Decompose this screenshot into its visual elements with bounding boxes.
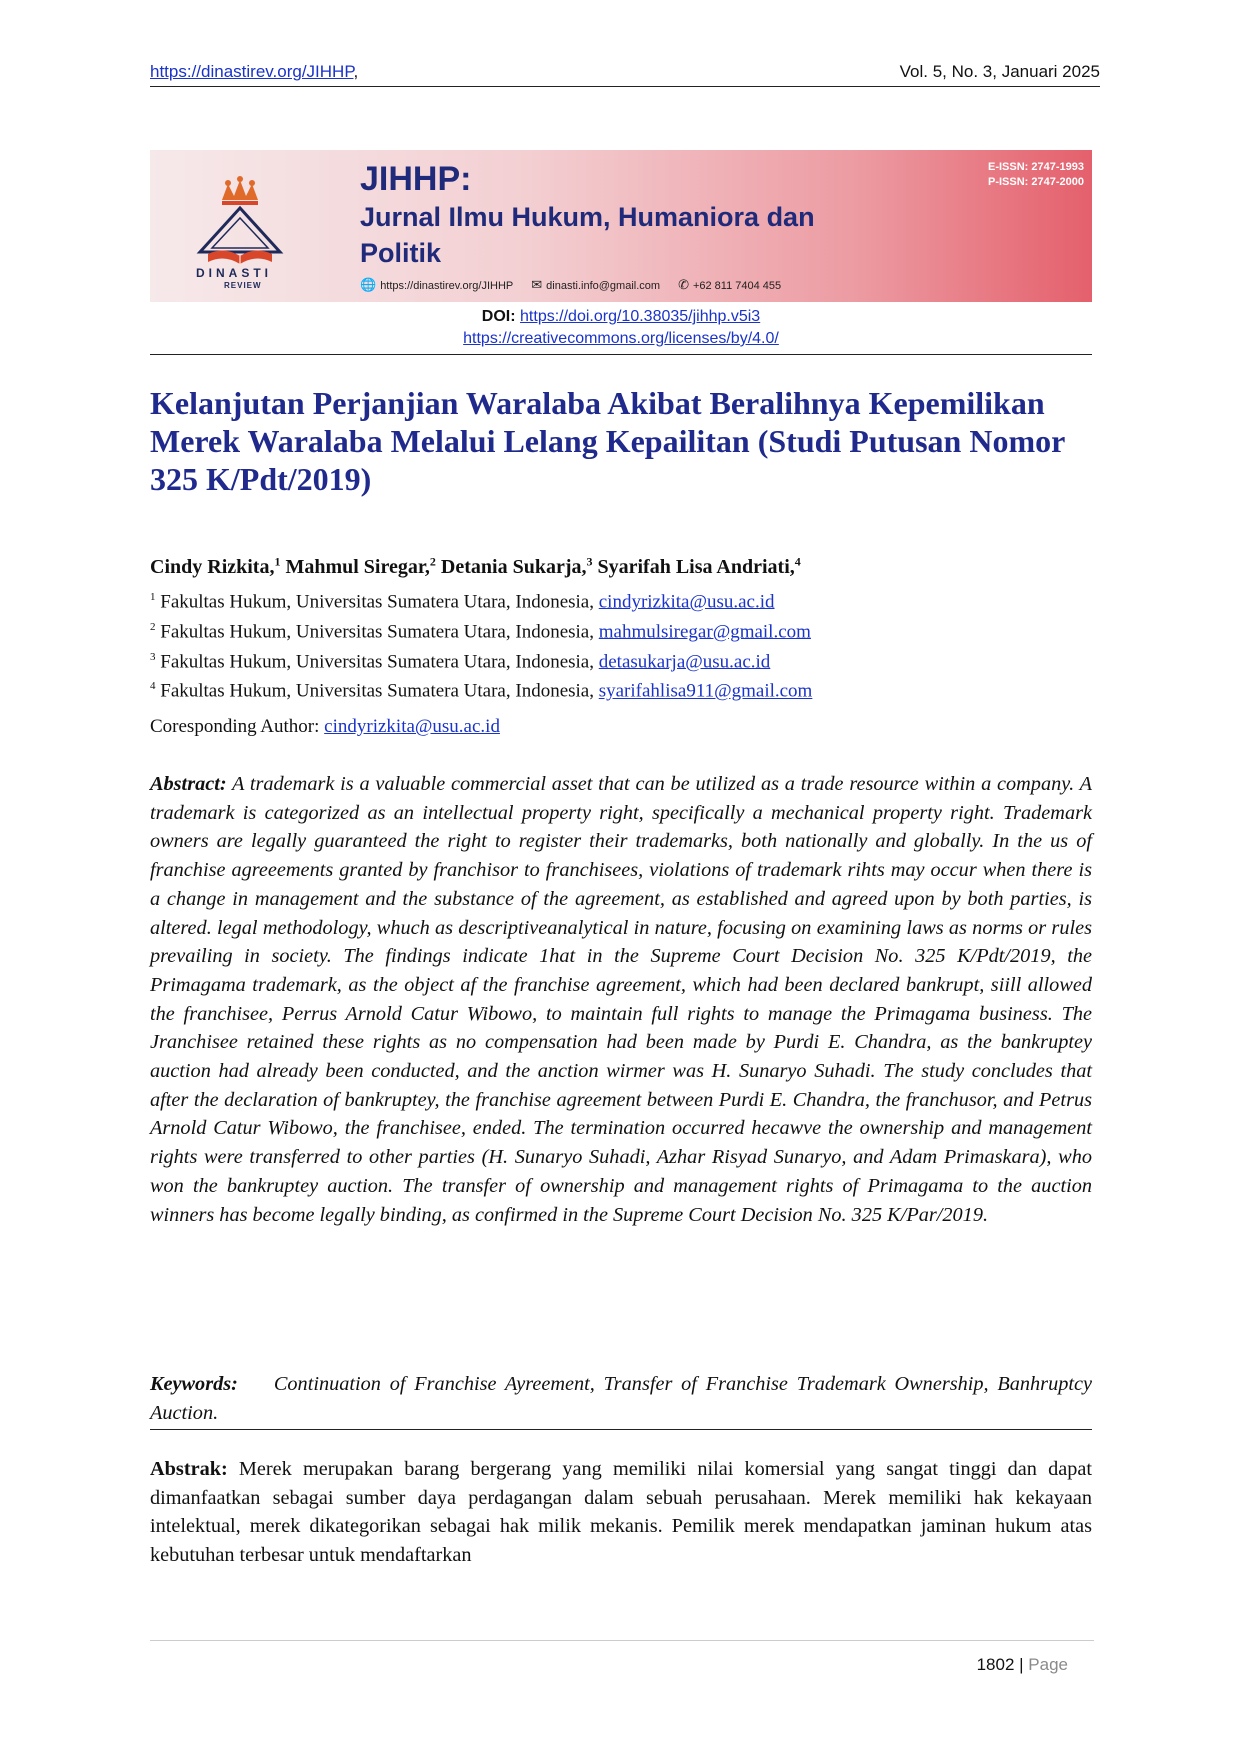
affiliation: $^4$ Fakultas Hukum, Universitas Sumatera Utara, Indonesia, syarifahlisa911@gmail.com: [150, 680, 813, 702]
header-url-suffix: ,: [353, 62, 359, 81]
globe-icon: 🌐: [360, 277, 377, 292]
banner-email-text: dinasti.info@gmail.com: [546, 280, 661, 292]
journal-banner: [150, 150, 1092, 302]
corresponding-label: Coresponding Author:: [150, 716, 325, 737]
banner-website-text: https://dinastirev.org/JIHHP: [380, 280, 514, 292]
phone-icon: ✆: [678, 277, 689, 292]
header-issue: Vol. 5, No. 3, Januari 2025: [899, 62, 1100, 81]
keywords-label: Keywords:: [150, 1373, 238, 1395]
affiliation: $^1$ Fakultas Hukum, Universitas Sumatera Utara, Indonesia, cindyrizkita@usu.ac.id: [150, 591, 775, 613]
abstract-label: Abstract:: [150, 773, 227, 795]
license-line: [150, 328, 1092, 350]
affiliation: $^3$ Fakultas Hukum, Universitas Sumatera Utara, Indonesia, detasukarja@usu.ac.id: [150, 650, 771, 672]
banner-contacts: [360, 277, 781, 293]
page-number: 1802: [976, 1655, 1015, 1674]
footer-divider: [150, 1640, 1094, 1641]
abstrak-label: Abstrak:: [150, 1458, 228, 1480]
author-list: [150, 554, 1100, 579]
author: Mahmul Siregar,$^2$: [285, 554, 436, 578]
abstrak-text: Merek merupakan barang bergerang yang memiliki nilai komersial yang sangat tinggi dan dapat dimanfaatkan sebagai sumber daya perdagangan dalam sebuah perusahaan. Merek memiliki hak kekayaan intelektual, merek dikategorikan sebagai hak milik mekanis. Pemilik merek mendapatkan jaminan hukum atas kebutuhan terbesar untuk mendaftarkan: [150, 1458, 1092, 1567]
banner-email: [531, 277, 660, 293]
publisher-name: DINASTI: [196, 266, 272, 280]
affiliation-email-link[interactable]: mahmulsiregar@gmail.com: [598, 621, 811, 643]
e-issn: E-ISSN: 2747-1993: [988, 161, 1084, 173]
affiliation: $^2$ Fakultas Hukum, Universitas Sumatera Utara, Indonesia, mahmulsiregar@gmail.com: [150, 620, 811, 643]
author: Cindy Rizkita,$^1$: [150, 554, 281, 578]
header-journal-url-wrap: [150, 62, 358, 82]
affiliation-email-link[interactable]: detasukarja@usu.ac.id: [598, 650, 771, 672]
header-journal-link[interactable]: https://dinastirev.org/JIHHP: [150, 62, 354, 81]
issn-block: [988, 160, 1084, 190]
corresponding-author: [150, 716, 1100, 738]
keywords-text: Continuation of Franchise Ayreement, Transfer of Franchise Trademark Ownership, Banhruptcy Auction.: [150, 1373, 1092, 1424]
journal-name-line1: Jurnal Ilmu Hukum, Humaniora dan: [360, 202, 815, 232]
doi-line: [150, 306, 1092, 328]
corresponding-email-link[interactable]: cindyrizkita@usu.ac.id: [324, 716, 500, 737]
author: Detania Sukarja,$^3$: [440, 554, 593, 578]
banner-phone-text: +62 811 7404 455: [692, 280, 782, 292]
abstrak: [150, 1455, 1092, 1570]
keywords: [150, 1370, 1092, 1430]
author: Syarifah Lisa Andriati,$^4$: [597, 554, 801, 578]
page-separator: |: [1019, 1655, 1024, 1674]
journal-acronym: JIHHP:: [360, 160, 472, 198]
running-header: [150, 60, 1100, 87]
banner-phone: [678, 277, 781, 293]
publisher-subname: REVIEW: [224, 281, 262, 290]
license-link[interactable]: https://creativecommons.org/licenses/by/4.0/: [463, 330, 779, 347]
doi-label: DOI:: [481, 308, 516, 325]
affiliation-email-link[interactable]: syarifahlisa911@gmail.com: [598, 680, 813, 702]
abstract: [150, 770, 1092, 1229]
banner-website: [360, 277, 513, 293]
affiliation-list: [150, 585, 1100, 704]
journal-name-line2: Politik: [360, 238, 442, 268]
affiliation-email-link[interactable]: cindyrizkita@usu.ac.id: [598, 591, 775, 613]
doi-block: [150, 306, 1092, 355]
abstract-text: A trademark is a valuable commercial asset that can be utilized as a trade resource within a company. A trademark is categorized as an intellectual property right, specifically a mechanical property right. Trademark owners are legally guaranteed the right to register their trademarks, both nationally and globally. In the us of franchise agreeements granted by franchisor to franchisees, violations of trademark rihts may occur when there is a change in management and the substance of the agreement, as established and agreed upon by both parties, is altered. legal methodology, whuch as descriptiveanalytical in nature, focusing on examining laws as norms or rules prevailing in society. The findings indicate 1hat in the Supreme Court Decision No. 325 K/Pdt/2019, the Primagama trademark, as the object af the franchise agreement, which had been declared bankrupt, siill allowed the franchisee, Perrus Arnold Catur Wibowo, to maintain full rights to manage the Primagama business. The Jranchisee retained these rights as no compensation had been made by Purdi E. Chandra, as the bankruptey auction had already been conducted, and the anction wirmer was H. Sunaryo Suhadi. The study concludes that after the declaration of bankruptey, the franchise agreement between Purdi E. Chandra, the franchusor, and Petrus Arnold Catur Wibowo, the franchisee, ended. The termination occurred hecawve the ownership and management rights were transferred to other parties (H. Sunaryo Suhadi, Azhar Risyad Sunaryo, and Adam Primaskara), who won the bankruptey auction. The transfer of ownership and management rights of Primagama to the auction winners has become legally binding, as confirmed in the Supreme Court Decision No. 325 K/Par/2019.: [150, 773, 1092, 1226]
envelope-icon: ✉: [531, 277, 543, 292]
doi-link[interactable]: https://doi.org/10.38035/jihhp.v5i3: [520, 308, 761, 325]
article-title: Kelanjutan Perjanjian Waralaba Akibat Beralihnya Kepemilikan Merek Waralaba Melalui Lelang Kepailitan (Studi Putusan Nomor 325 K/Pdt/2019): [150, 385, 1065, 497]
page-word: Page: [1028, 1655, 1068, 1674]
page-footer: [977, 1655, 1068, 1675]
p-issn: P-ISSN: 2747-2000: [988, 176, 1084, 188]
